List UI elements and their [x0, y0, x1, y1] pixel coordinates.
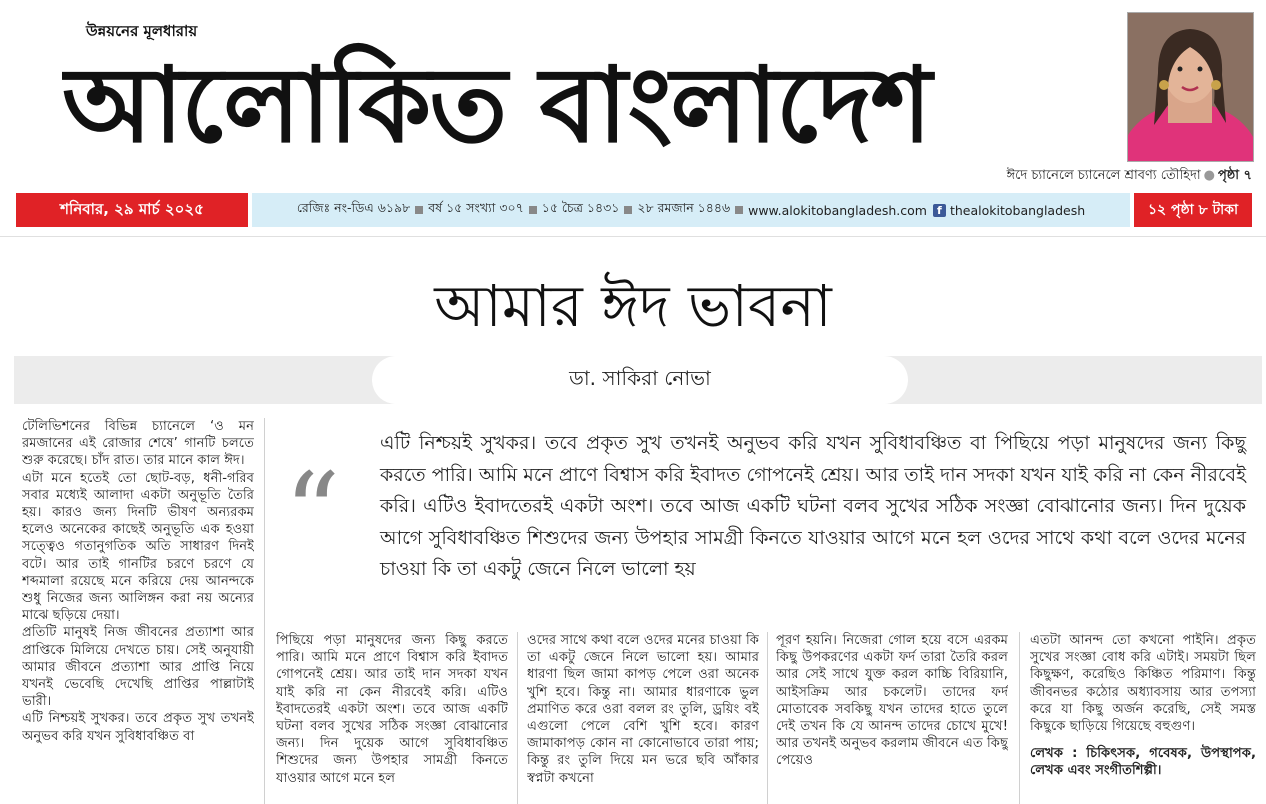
article-byline: ডা. সাকিরা নোভা: [372, 356, 908, 404]
separator-square-icon: [415, 206, 423, 214]
newspaper-logo: আলোকিত বাংলাদেশ: [62, 44, 930, 166]
price-badge: ১২ পৃষ্ঠা ৮ টাকা: [1134, 193, 1252, 227]
quote-icon: “: [284, 449, 341, 577]
paragraph: টেলিভিশনের বিভিন্ন চ্যানেলে ‘ও মন রমজানের এই রোজার শেষে’ গানটি চলতে শুরু করেছে। চাঁদ রাত। তার মানে কাল ঈদ।: [22, 419, 254, 469]
column-divider: [767, 632, 768, 804]
article-column-5: [1030, 632, 1256, 804]
paragraph: প্রতিটি মানুষই নিজ জীবনের প্রত্যাশা আর প্রাপ্তিকে মিলিয়ে দেখতে চায়। সেই অনুযায়ী আমার জীবনে প্রত্যাশা আর প্রাপ্তি নিয়ে যখনই ভেবেছি দেখেছি প্রাপ্তির পাল্লাটাই ভারী।: [22, 625, 254, 710]
paragraph: এতটা আনন্দ তো কখনো পাইনি। প্রকৃত সুখের সংজ্ঞা বোধ করি এটাই। সময়টা ছিল কিছুক্ষণ, করেছিও কিঞ্চিত পরিমাণ। কিন্তু জীবনভর কঠোর অধ্যাবসায় আর তপস্যা করে যা কিছু অর্জন করেছি, সেই সমস্ত কিছুকে ছাড়িয়ে গিয়েছে বহুগুণ।: [1030, 633, 1256, 735]
date-badge: শনিবার, ২৯ মার্চ ২০২৫: [16, 193, 248, 227]
paragraph: এটা মনে হতেই তো ছোট-বড়, ধনী-গরিব সবার মধ্যেই আলাদা একটা অনুভূতি তৈরি হয়। কারও জন্য দিনটি ভীষণ অন্যরকম হলেও অনেকের কাছেই অনুভূতি এক হওয়া সত্ত্বেও গতানুগতিক অতি সাধারণ দিনই বটে। আর তাই গানটির চরণে চরণে যে শব্দমালা রয়েছে মনে করিয়ে দেয় আনন্দকে শুধু নিজের জন্য আলিঙ্গন করা নয় অন্যের মাঝে ছড়িয়ে দেয়া।: [22, 470, 254, 624]
column-divider: [1019, 632, 1020, 804]
article-column-4: [776, 632, 1008, 804]
paragraph: ওদের সাথে কথা বলে ওদের মনের চাওয়া কি তা একটু জেনে নিলে ভালো হয়। আমার ধারণা ছিল জামা কাপড় পেলে ওরা অনেক খুশি হবে। কিন্তু না। আমার ধারণাকে ভুল প্রমাণিত করে ওরা বলল রং তুলি, ড্রয়িং বই এগুলো পেলে বেশি খুশি হবে। কারণ জামাকাপড় কোন না কোনোভাবে তারা পায়; কিন্তু রং তুলি দিয়ে মন ভরে ছবি আঁকার স্বপ্নটা কখনো: [527, 633, 759, 786]
paragraph: পিছিয়ে পড়া মানুষদের জন্য কিছু করতে পারি। আমি মনে প্রাণে বিশ্বাস করি ইবাদত গোপনেই শ্রেয়। আর তাই দান সদকা যখন যাই করি না কেন নীরবেই করি। এটিও ইবাদতেরই একটা অংশ। তবে আজ একটি ঘটনা বলব সুখের সঠিক সংজ্ঞা বোঝানোর জন্য। দিন দুয়েক আগে সুবিধাবঞ্চিত শিশুদের জন্য উপহার সামগ্রী কিনতে যাওয়ার আগে মনে হল: [276, 633, 508, 786]
photo-caption[interactable]: [1007, 166, 1252, 187]
hijri-date: ২৮ রমজান ১৪৪৬: [637, 200, 731, 215]
bullet-icon: ●: [1203, 168, 1215, 183]
pull-quote: এটি নিশ্চয়ই সুখকর। তবে প্রকৃত সুখ তখনই অনুভব করি যখন সুবিধাবঞ্চিত বা পিছিয়ে পড়া মানুষদের জন্য কিছু করতে পারি। আমি মনে প্রাণে বিশ্বাস করি ইবাদত গোপনেই শ্রেয়। আর তাই দান সদকা যখন যাই করি না কেন নীরবেই করি। এটিও ইবাদতেরই একটা অংশ। তবে আজ একটি ঘটনা বলব সুখের সঠিক সংজ্ঞা বোঝানোর জন্য। দিন দুয়েক আগে সুবিধাবঞ্চিত শিশুদের জন্য উপহার সামগ্রী কিনতে যাওয়ার আগে মনে হল ওদের সাথে কথা বলে ওদের মনের চাওয়া কি তা একটু জেনে নিলে ভালো হয়: [380, 432, 1246, 580]
page-reference: পৃষ্ঠা ৭: [1217, 168, 1252, 183]
paragraph: এটি নিশ্চয়ই সুখকর। তবে প্রকৃত সুখ তখনই অনুভব করি যখন সুবিধাবঞ্চিত বা: [22, 711, 254, 744]
portrait-image: [1128, 13, 1253, 161]
registration-number: রেজিঃ নং-ডিএ ৬১৯৮: [296, 200, 411, 215]
paragraph: পূরণ হয়নি। নিজেরা গোল হয়ে বসে এরকম কিছু উপকরণের একটা ফর্দ তারা তৈরি করল আর সেই সাথে যুক্ত করল কাচ্চি বিরিয়ানি, আইসক্রিম আর চকলেট। তাদের ফর্দ মোতাবেক সবকিছু যখন তাদের হাতে তুলে দেই তখন কি যে আনন্দ তাদের চোখে মুখে! আর তখনই অনুভব করলাম জীবনে এত কিছু পেয়েও: [776, 633, 1008, 769]
separator-square-icon: [529, 206, 537, 214]
facebook-icon: f: [933, 204, 946, 217]
separator-square-icon: [735, 206, 743, 214]
article-column-2: [276, 632, 508, 804]
author-note: লেখক : চিকিৎসক, গবেষক, উপস্থাপক, লেখক এবং সংগীতশিল্পী।: [1030, 746, 1256, 779]
divider: [0, 236, 1266, 237]
facebook-link[interactable]: thealokitobangladesh: [949, 202, 1086, 218]
column-divider: [517, 632, 518, 804]
cover-photo[interactable]: [1127, 12, 1254, 162]
bangla-date: ১৫ চৈত্র ১৪৩১: [541, 200, 620, 215]
article-column-left: [22, 418, 254, 804]
column-divider: [264, 418, 265, 804]
article-headline: আমার ঈদ ভাবনা: [434, 272, 832, 340]
photo-caption-text: ঈদে চ্যানেলে চ্যানেলে শ্রাবণ্য তৌহিদা: [1006, 168, 1201, 183]
info-bar: [252, 193, 1130, 227]
separator-square-icon: [624, 206, 632, 214]
article-column-3: [527, 632, 759, 804]
masthead-tagline: উন্নয়নের মূলধারায়: [86, 22, 198, 40]
volume-issue: বর্ষ ১৫ সংখ্যা ৩০৭: [428, 200, 524, 215]
website-link[interactable]: www.alokitobangladesh.com: [748, 202, 927, 218]
